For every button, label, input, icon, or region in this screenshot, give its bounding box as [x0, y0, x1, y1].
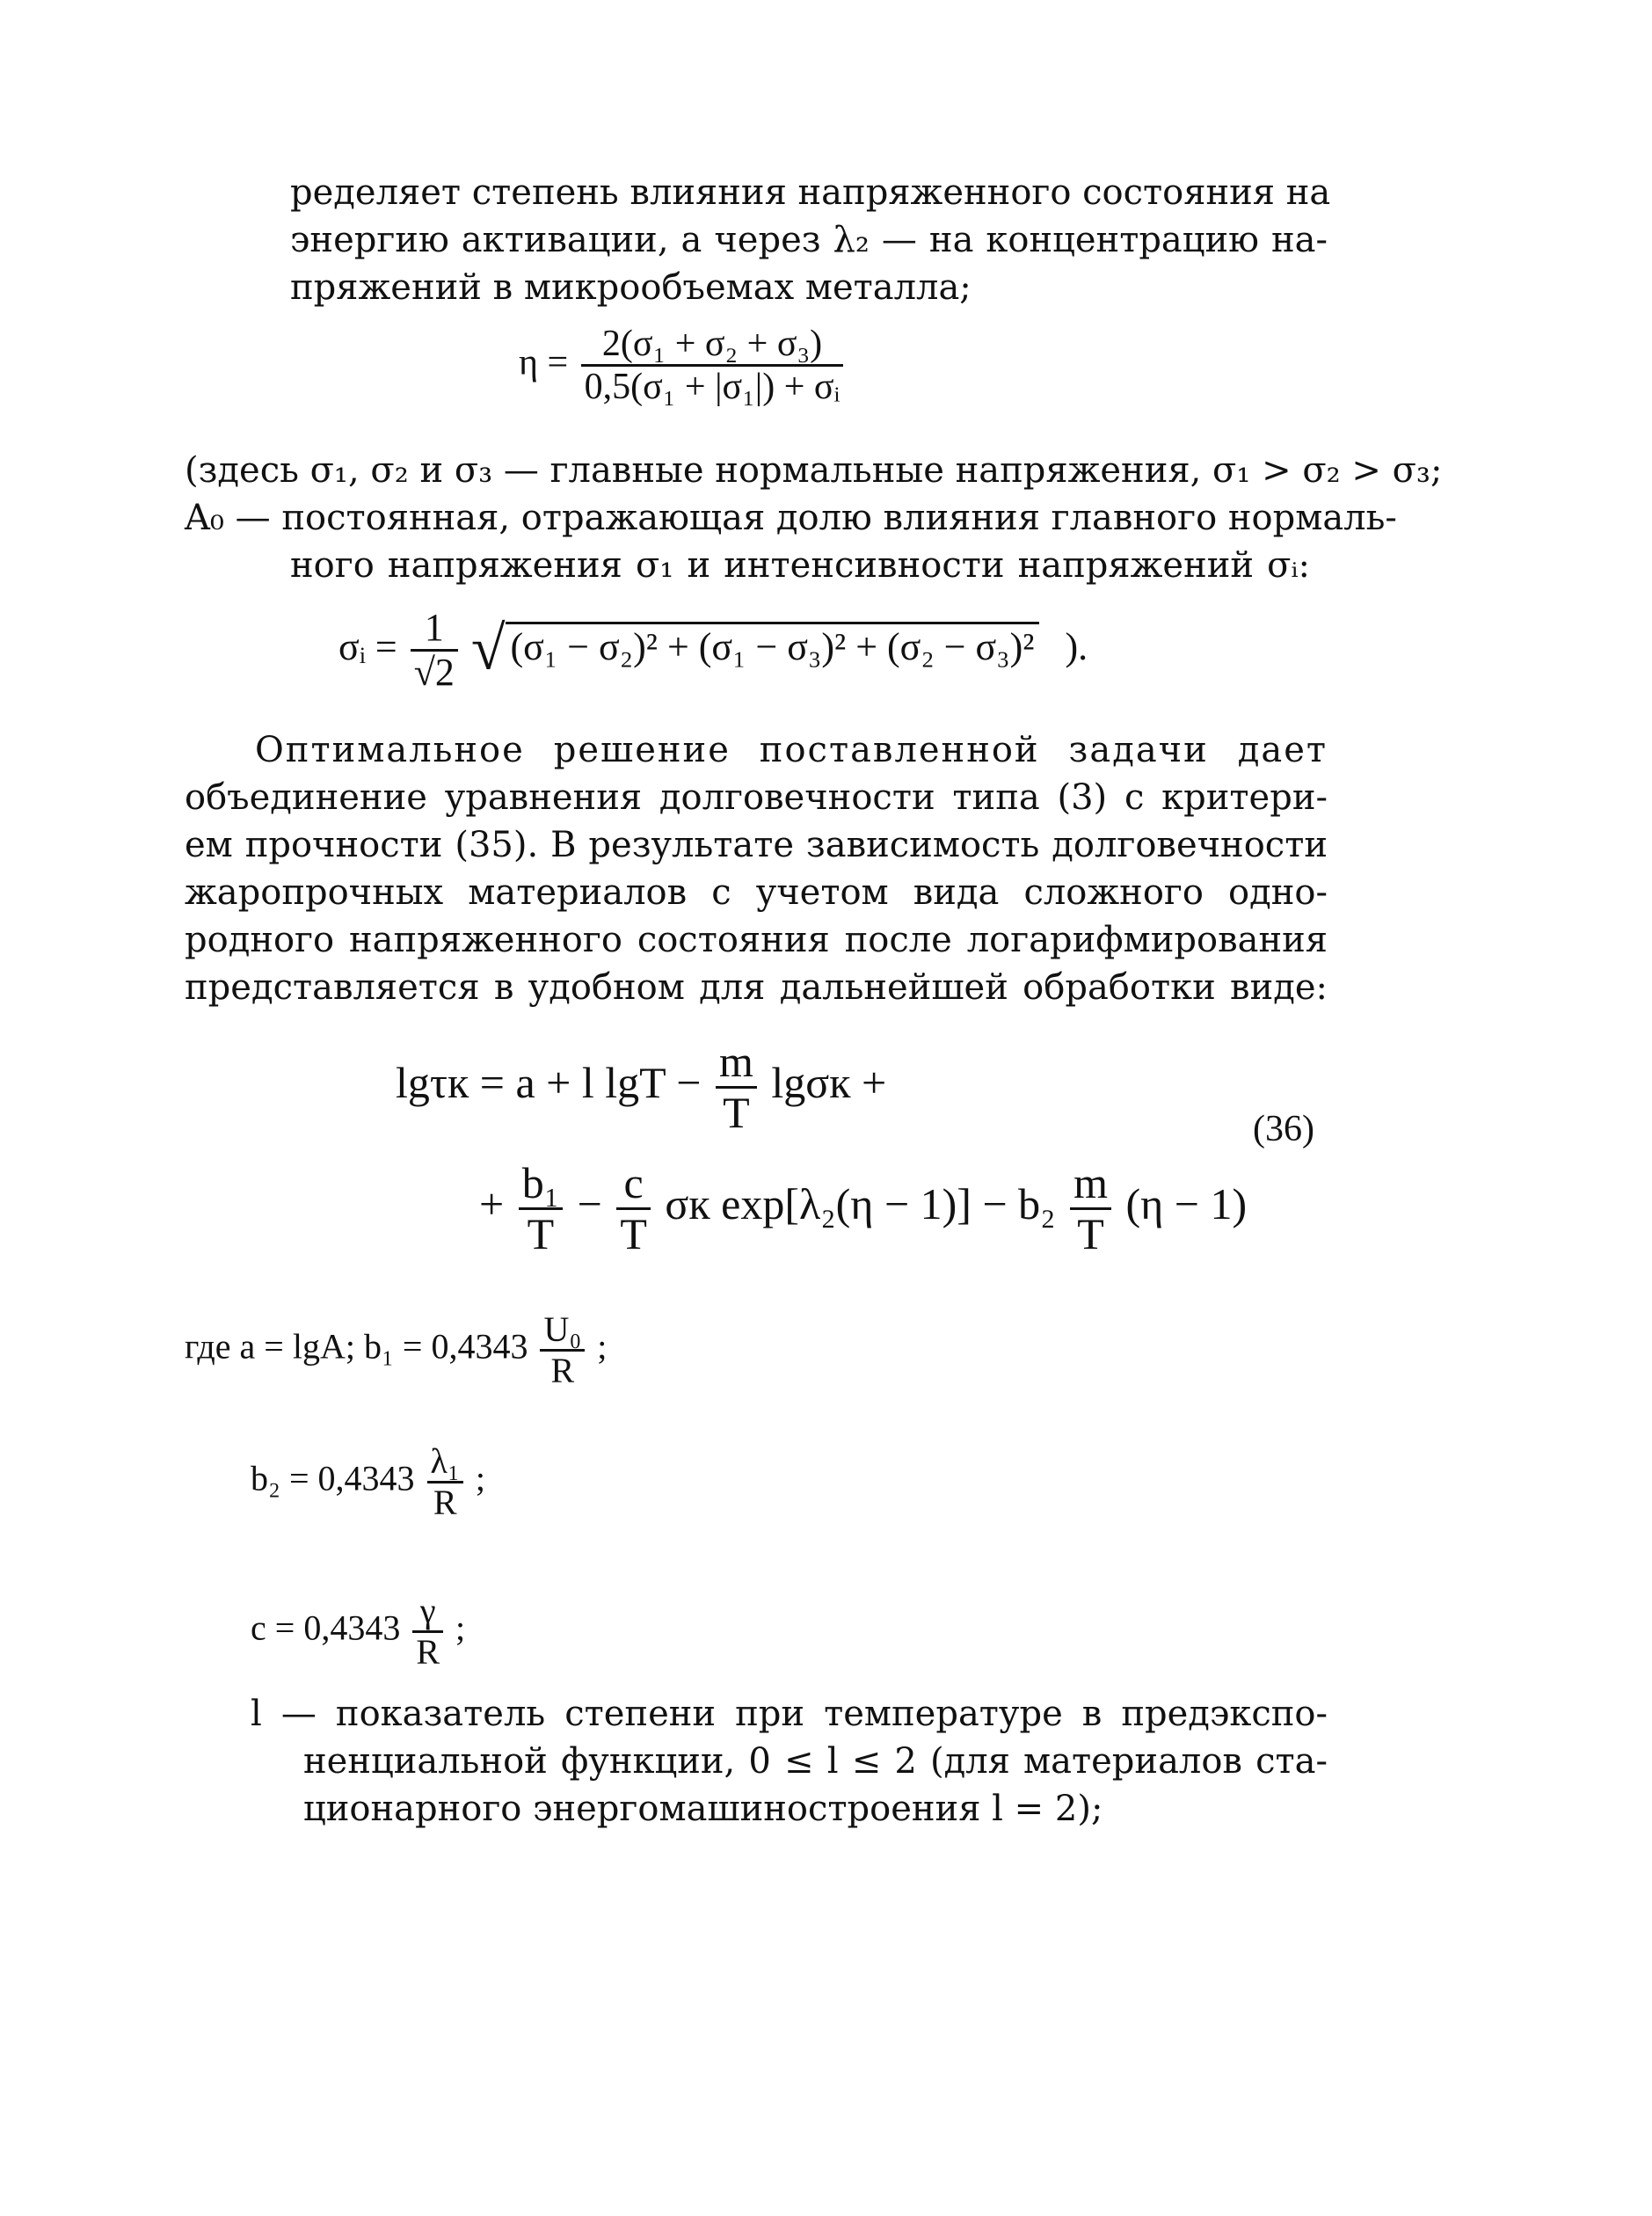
def-c-num: γ — [412, 1592, 443, 1633]
text-line: Оптимальное решение поставленной задачи дает — [255, 730, 1328, 770]
eq36-l2-f3-num: m — [1070, 1159, 1111, 1210]
note-line: (здесь σ₁, σ₂ и σ₃ — главные нормальные напряжения, σ₁ > σ₂ > σ₃; — [185, 450, 1443, 491]
eq36-l2-minus: − — [577, 1178, 602, 1228]
def-c-den: R — [416, 1632, 440, 1672]
eta-formula — [519, 324, 847, 407]
eq36-l2-f2-num: c — [616, 1159, 651, 1210]
eq36-l1-num: m — [716, 1038, 757, 1089]
def-b2-num: λ₁ — [427, 1442, 463, 1483]
text-line: ем прочности (35). В результате зависимость долговечности — [185, 825, 1328, 865]
sigma-frac-num: 1 — [411, 607, 458, 652]
text-line: ционарного энергомашиностроения l = 2); — [303, 1789, 1103, 1829]
eq36-l2-frac2 — [616, 1159, 651, 1258]
eq36-l1-a: lgτк = a + l lgT − — [396, 1057, 702, 1107]
def-c-text: c = 0,4343 — [251, 1607, 401, 1648]
eq36-l2-plus: + — [479, 1178, 505, 1228]
eq36-l2-end: (η − 1) — [1125, 1178, 1248, 1228]
def-semi: ; — [455, 1607, 466, 1648]
text-line: объединение уравнения долговечности типа (3) с критери- — [185, 777, 1328, 818]
note-line: A₀ — постоянная, отражающая долю влияния главного нормаль- — [185, 498, 1397, 538]
sqrt-icon: √ — [470, 614, 506, 683]
sigma-frac-den: √2 — [413, 651, 455, 695]
eq36-line2 — [479, 1159, 1247, 1258]
def-b2-den: R — [433, 1483, 457, 1522]
def-b1-num: U₀ — [540, 1310, 585, 1352]
def-c — [251, 1592, 465, 1672]
def-semi: ; — [475, 1458, 485, 1498]
def-b1-fraction — [540, 1310, 585, 1390]
eta-numerator: 2(σ₁ + σ₂ + σ₃) — [581, 324, 844, 367]
def-b2-fraction — [427, 1442, 463, 1522]
def-a-text: где a = lgA; b₁ = 0,4343 — [185, 1326, 528, 1367]
eq36-l2-f3-den: T — [1077, 1209, 1104, 1258]
def-c-fraction — [412, 1592, 443, 1672]
note-line: ного напряжения σ₁ и интенсивности напряжений σᵢ: — [290, 545, 1310, 586]
sigma-lhs: σᵢ = — [338, 624, 397, 668]
def-b2 — [251, 1442, 485, 1522]
eta-denominator: 0,5(σ₁ + |σ₁|) + σᵢ — [584, 367, 841, 408]
sigma-fraction — [411, 607, 458, 695]
sigma-tail: ). — [1065, 624, 1088, 668]
text-line: пряжений в микрообъемах металла; — [290, 267, 972, 308]
sigma-i-formula — [338, 607, 1088, 695]
text-line: l — показатель степени при температуре в предэкспо- — [251, 1694, 1328, 1734]
text-line: жаропрочных материалов с учетом вида сложного одно- — [185, 872, 1328, 913]
text-line: ределяет степень влияния напряженного состояния на — [290, 172, 1331, 213]
equation-number: (36) — [1253, 1109, 1314, 1149]
eq36-l2-f1-den: T — [527, 1209, 555, 1258]
text-line: родного напряженного состояния после логарифмирования — [185, 920, 1328, 960]
eq36-l1-b: lgσк + — [771, 1057, 887, 1107]
eta-fraction — [581, 324, 844, 407]
eq36-l2-f1-num: b₁ — [519, 1159, 563, 1210]
eq36-l2-frac3 — [1070, 1159, 1111, 1258]
text-line: представляется в удобном для дальнейшей обработки виде: — [185, 967, 1328, 1008]
eq36-l2-mid: σк exp[λ₂(η − 1)] − b₂ — [665, 1178, 1056, 1228]
def-b2-text: b₂ = 0,4343 — [251, 1458, 415, 1498]
sigma-radicand: (σ₁ − σ₂)² + (σ₁ − σ₃)² + (σ₂ − σ₃)² — [506, 622, 1040, 669]
eq36-l2-f2-den: T — [620, 1209, 647, 1258]
eta-lhs: η = — [519, 342, 569, 383]
eq36-line1 — [396, 1038, 886, 1137]
eq36-l1-frac — [716, 1038, 757, 1137]
text-line: ненциальной функции, 0 ≤ l ≤ 2 (для материалов ста- — [303, 1741, 1328, 1782]
eq36-l2-frac1 — [519, 1159, 563, 1258]
eq36-l1-den: T — [723, 1088, 750, 1137]
text-line: энергию активации, а через λ₂ — на концентрацию на- — [290, 220, 1328, 260]
def-a-b1 — [185, 1310, 607, 1390]
def-b1-den: R — [550, 1351, 575, 1390]
def-semi: ; — [597, 1326, 608, 1367]
